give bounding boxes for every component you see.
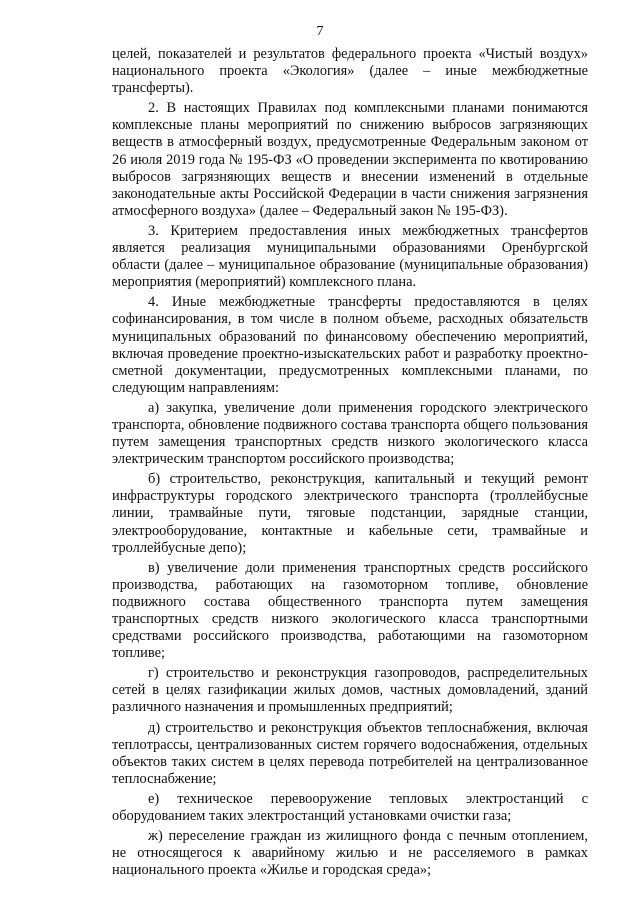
paragraph-item-3: 3. Критерием предоставления иных межбюджетных трансфертов является реализация муниципальными образованиями Оренбургской области (далее – муниципальное образование (муниципальные образования) мероприятия (мероприятий) комплексного плана. — [112, 222, 588, 291]
subitem-v: в) увеличение доли применения транспортных средств российского производства, работающих на газомоторном топливе, обновление подвижного состава общественного транспорта путем замещения транспортных средств низкого экологического класса транспортными средствами российского производства, работающими на газомоторном топливе; — [112, 559, 588, 662]
document-body — [112, 46, 588, 882]
subitem-b: б) строительство, реконструкция, капитальный и текущий ремонт инфраструктуры городского электрического транспорта (троллейбусные линии, трамвайные пути, тяговые подстанции, зарядные станции, электрооборудование, контактные и кабельные сети, трамвайные и троллейбусные депо); — [112, 471, 588, 556]
paragraph-continuation: целей, показателей и результатов федерального проекта «Чистый воздух» национального проекта «Экология» (далее – иные межбюджетные трансферты). — [112, 46, 588, 97]
subitem-g: г) строительство и реконструкция газопроводов, распределительных сетей в целях газификации жилых домов, частных домовладений, зданий различного назначения и промышленных предприятий; — [112, 665, 588, 716]
paragraph-item-4: 4. Иные межбюджетные трансферты предоставляются в целях софинансирования, в том числе в полном объеме, расходных обязательств муниципальных образований по финансовому обеспечению мероприятий, включая проведение проектно-изыскательских работ и разработку проектно-сметной документации, предусмотренных комплексными планами, по следующим направлениям: — [112, 294, 588, 396]
subitem-zh: ж) переселение граждан из жилищного фонда с печным отоплением, не относящегося к аварийному жилью и не расселяемого в рамках национального проекта «Жилье и городская среда»; — [112, 828, 588, 879]
subitem-e: е) техническое перевооружение тепловых электростанций с оборудованием таких электростанций установками очистки газа; — [112, 790, 588, 825]
paragraph-item-2: 2. В настоящих Правилах под комплексными планами понимаются комплексные планы мероприятий по снижению выбросов загрязняющих веществ в атмосферный воздух, предусмотренные Федеральным законом от 26 июля 2019 года № 195-ФЗ «О проведении эксперимента по квотированию выбросов загрязняющих веществ и внесении изменений в отдельные законодательные акты Российской Федерации в части снижения загрязнения атмосферного воздуха» (далее – Федеральный закон № 195-ФЗ). — [112, 100, 588, 219]
page-number: 7 — [316, 24, 324, 39]
subitem-a: а) закупка, увеличение доли применения городского электрического транспорта, обновление подвижного состава транспорта общего пользования путем замещения транспортных средств низкого экологического класса электрическим транспортом российского производства; — [112, 399, 588, 468]
subitem-d: д) строительство и реконструкция объектов теплоснабжения, включая теплотрассы, централизованных систем горячего водоснабжения, отдельных объектов таких систем в целях перевода потребителей на централизованное теплоснабжение; — [112, 719, 588, 787]
